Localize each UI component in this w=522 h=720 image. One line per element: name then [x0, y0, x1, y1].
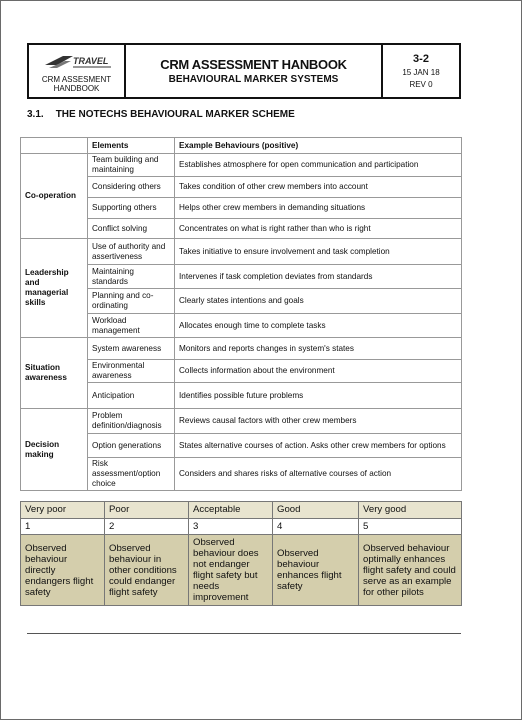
- notechs-row: [21, 265, 462, 289]
- behaviour-cell: Clearly states intentions and goals: [175, 289, 462, 314]
- category-cell: Co-operation: [21, 154, 88, 239]
- rating-score-cell: 2: [105, 519, 189, 535]
- element-cell: Option generations: [88, 434, 175, 458]
- behaviour-cell: Considers and shares risks of alternative courses of action: [175, 458, 462, 491]
- behaviour-cell: Takes condition of other crew members into account: [175, 177, 462, 198]
- rating-scale-table: [20, 501, 462, 606]
- section-number: 3.1.: [27, 109, 44, 120]
- category-cell: Situation awareness: [21, 338, 88, 409]
- rating-score-cell: 1: [21, 519, 105, 535]
- rating-label-cell: Very good: [359, 502, 462, 519]
- rating-score-cell: 4: [273, 519, 359, 535]
- notechs-row: [21, 314, 462, 338]
- notechs-row: [21, 219, 462, 239]
- notechs-header-row: [21, 138, 462, 154]
- notechs-row: [21, 239, 462, 265]
- element-cell: Conflict solving: [88, 219, 175, 239]
- rating-description-row: [21, 535, 462, 606]
- element-cell: Team building and maintaining: [88, 154, 175, 177]
- notechs-row: [21, 177, 462, 198]
- element-cell: Maintaining standards: [88, 265, 175, 289]
- rating-label-cell: Poor: [105, 502, 189, 519]
- notechs-row: [21, 154, 462, 177]
- notechs-row: [21, 409, 462, 434]
- behaviour-cell: Establishes atmosphere for open communication and participation: [175, 154, 462, 177]
- behaviour-cell: Allocates enough time to complete tasks: [175, 314, 462, 338]
- notechs-row: [21, 458, 462, 491]
- notechs-row: [21, 383, 462, 409]
- behaviour-cell: Reviews causal factors with other crew members: [175, 409, 462, 434]
- behaviour-cell: Concentrates on what is right rather than who is right: [175, 219, 462, 239]
- notechs-table: [20, 137, 462, 491]
- element-cell: Environmental awareness: [88, 360, 175, 383]
- rating-description-cell: Observed behaviour enhances flight safety: [273, 535, 359, 606]
- notechs-row: [21, 338, 462, 360]
- notechs-row: [21, 360, 462, 383]
- header-logo-cell: [29, 45, 126, 97]
- behaviour-cell: States alternative courses of action. Asks other crew members for options: [175, 434, 462, 458]
- revision-number: REV 0: [409, 80, 433, 89]
- rating-score-row: [21, 519, 462, 535]
- rating-description-cell: Observed behaviour in other conditions could endanger flight safety: [105, 535, 189, 606]
- element-cell: Supporting others: [88, 198, 175, 219]
- rating-description-cell: Observed behaviour does not endanger flight safety but needs improvement: [189, 535, 273, 606]
- section-heading: [27, 109, 295, 120]
- element-cell: Problem definition/diagnosis: [88, 409, 175, 434]
- document-title: CRM ASSESSMENT HANBOOK: [160, 57, 347, 72]
- rating-score-cell: 3: [189, 519, 273, 535]
- handbook-label: CRM ASSESMENT HANDBOOK: [41, 75, 112, 93]
- logo-text: TRAVEL: [73, 56, 109, 66]
- rating-description-cell: Observed behaviour optimally enhances flight safety and could serve as an example for other pilots: [359, 535, 462, 606]
- behaviour-cell: Helps other crew members in demanding situations: [175, 198, 462, 219]
- element-cell: Workload management: [88, 314, 175, 338]
- rating-label-row: [21, 502, 462, 519]
- element-cell: Planning and co-ordinating: [88, 289, 175, 314]
- behaviour-cell: Takes initiative to ensure involvement and task completion: [175, 239, 462, 265]
- element-cell: Use of authority and assertiveness: [88, 239, 175, 265]
- behaviour-cell: Intervenes if task completion deviates from standards: [175, 265, 462, 289]
- rating-score-cell: 5: [359, 519, 462, 535]
- behaviour-cell: Collects information about the environment: [175, 360, 462, 383]
- rating-label-cell: Good: [273, 502, 359, 519]
- page-number: 3-2: [413, 53, 429, 65]
- element-cell: Anticipation: [88, 383, 175, 409]
- header-elements: Elements: [88, 138, 175, 154]
- element-cell: System awareness: [88, 338, 175, 360]
- element-cell: Risk assessment/option choice: [88, 458, 175, 491]
- header-title-cell: [126, 45, 383, 97]
- category-cell: Decision making: [21, 409, 88, 491]
- rating-label-cell: Very poor: [21, 502, 105, 519]
- travel-logo: [43, 53, 113, 71]
- behaviour-cell: Monitors and reports changes in system's states: [175, 338, 462, 360]
- rating-description-cell: Observed behaviour directly endangers flight safety: [21, 535, 105, 606]
- behaviour-cell: Identifies possible future problems: [175, 383, 462, 409]
- header-behaviours: Example Behaviours (positive): [175, 138, 462, 154]
- section-title: THE NOTECHS BEHAVIOURAL MARKER SCHEME: [55, 109, 295, 120]
- element-cell: Considering others: [88, 177, 175, 198]
- revision-date: 15 JAN 18: [402, 68, 440, 77]
- document-header: [27, 43, 461, 99]
- footer-divider: [27, 633, 461, 634]
- notechs-row: [21, 434, 462, 458]
- notechs-row: [21, 289, 462, 314]
- header-meta-cell: [383, 45, 459, 97]
- rating-label-cell: Acceptable: [189, 502, 273, 519]
- category-cell: Leadership and managerial skills: [21, 239, 88, 338]
- document-subtitle: BEHAVIOURAL MARKER SYSTEMS: [168, 74, 339, 85]
- notechs-row: [21, 198, 462, 219]
- header-category: [21, 138, 88, 154]
